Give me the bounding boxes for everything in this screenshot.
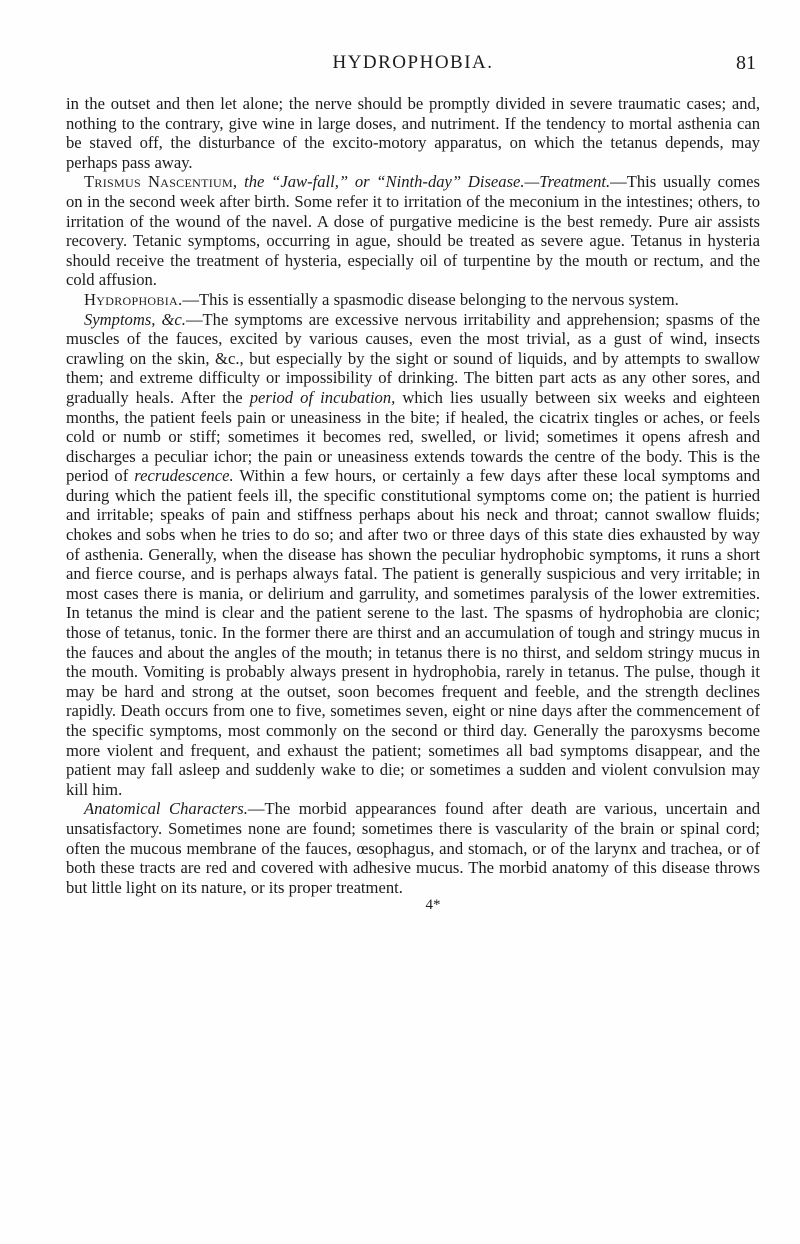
paragraph [66,310,760,800]
italic-phrase: Anatomical Characters. [84,799,248,819]
paragraph [66,799,760,897]
text-run: in the outset and then let alone; the nerve should be promptly divided in severe traumatic cases; and, nothing to the contrary, give wine in large doses, and nutriment. If the tendency to mortal asthenia can be staved off, the disturbance of the excito-motory apparatus, on which the tetanus depends, may perhaps pass away. [66,94,760,172]
italic-phrase: period of incubation, [249,387,396,407]
paragraph [66,290,760,310]
italic-phrase: Symptoms, &c. [84,309,186,329]
italic-phrase: the “Jaw-fall,” or “Ninth-day” Disease.—Treatment. [244,172,611,192]
page-number: 81 [736,52,756,74]
body-text [66,94,760,897]
running-title: HYDROPHOBIA. [332,52,494,73]
text-run: —The morbid appearances found after death are various, uncertain and unsatisfactory. Sometimes none are found; sometimes there is vascularity of the brain or spinal cord; often the mucous membrane of the fauces, œsophagus, and stomach, or of the larynx and trachea, or of both these tracts are red and covered with adhesive mucus. The morbid anatomy of this disease throws but little light on its nature, or its proper treatment. [66,799,760,897]
text-run: Within a few hours, or certainly a few days after these local symptoms and during which the patient feels ill, the specific constitutional symptoms come on; the patient is hurried and irritable; speaks of pain and stiffness perhaps about his neck and throat; cannot swallow fluids; chokes and sobs when he tries to do so; and after two or three days of this state dies exhausted by way of asthenia. Generally, when the disease has shown the peculiar hydrophobic symptoms, it runs a short and fierce course, and is perhaps always fatal. The patient is generally suspicious and very irritable; in most cases there is mania, or delirium and garrulity, and sometimes paralysis of the lower extremities. In tetanus the mind is clear and the patient serene to the last. The spasms of hydrophobia are clonic; those of tetanus, tonic. In the former there are thirst and an accumulation of tough and stringy mucus in the fauces and about the angles of the mouth; in tetanus there is no thirst, and seldom stringy mucus in the mouth. Vomiting is probably always present in hydrophobia, rarely in tetanus. The pulse, though it may be hard and strong at the outset, soon becomes frequent and feeble, and the strength declines rapidly. Death occurs from one to five, sometimes seven, eight or nine days after the commencement of the specific symptoms, most commonly on the second or third day. Generally the paroxysms become more violent and frequent, and exhaust the patient; sometimes all bad symptoms disappear, and the patient may fall asleep and suddenly wake to die; or sometimes a sudden and violent convulsion may kill him. [66,466,760,799]
section-heading: Hydrophobia. [84,289,183,309]
text-run: —This is essentially a spasmodic disease belonging to the nervous system. [182,289,679,309]
running-head [66,46,760,80]
paragraph [66,172,760,290]
text-run: —This usually comes on in the second week after birth. Some refer it to irritation of the meconium in the intestines; others, to irritation of the wound of the navel. A dose of purgative medicine is the best remedy. Pure air assists recovery. Tetanic symptoms, occurring in ague, should be treated as severe ague. Tetanus in hysteria should receive the treatment of hysteria, especially oil of turpentine by the mouth or rectum, and the cold affusion. [66,172,761,290]
paragraph [66,94,760,172]
signature-mark: 4* [425,897,441,914]
italic-phrase: recrudescence. [134,466,234,486]
text-run: —The symptoms are excessive nervous irritability and apprehension; spasms of the muscles of the fauces, excited by various causes, even the most trivial, as a gust of wind, insects crawling on the skin, &c., but especially by the sight or sound of liquids, and by attempts to swallow them; and extreme difficulty or impossibility of drinking. The bitten part acts as any other sores, and gradually heals. After the [66,309,760,407]
section-heading: Trismus Nascentium, [84,172,238,192]
text-run: which lies usually between six weeks and eighteen months, the patient feels pain or uneasiness in the bite; if healed, the cicatrix tingles or aches, or feels cold or numb or stiff; sometimes it becomes red, swelled, or livid; sometimes it opens afresh and discharges a peculiar ichor; the pain or uneasiness extends towards the centre of the body. This is the period of [66,387,760,486]
